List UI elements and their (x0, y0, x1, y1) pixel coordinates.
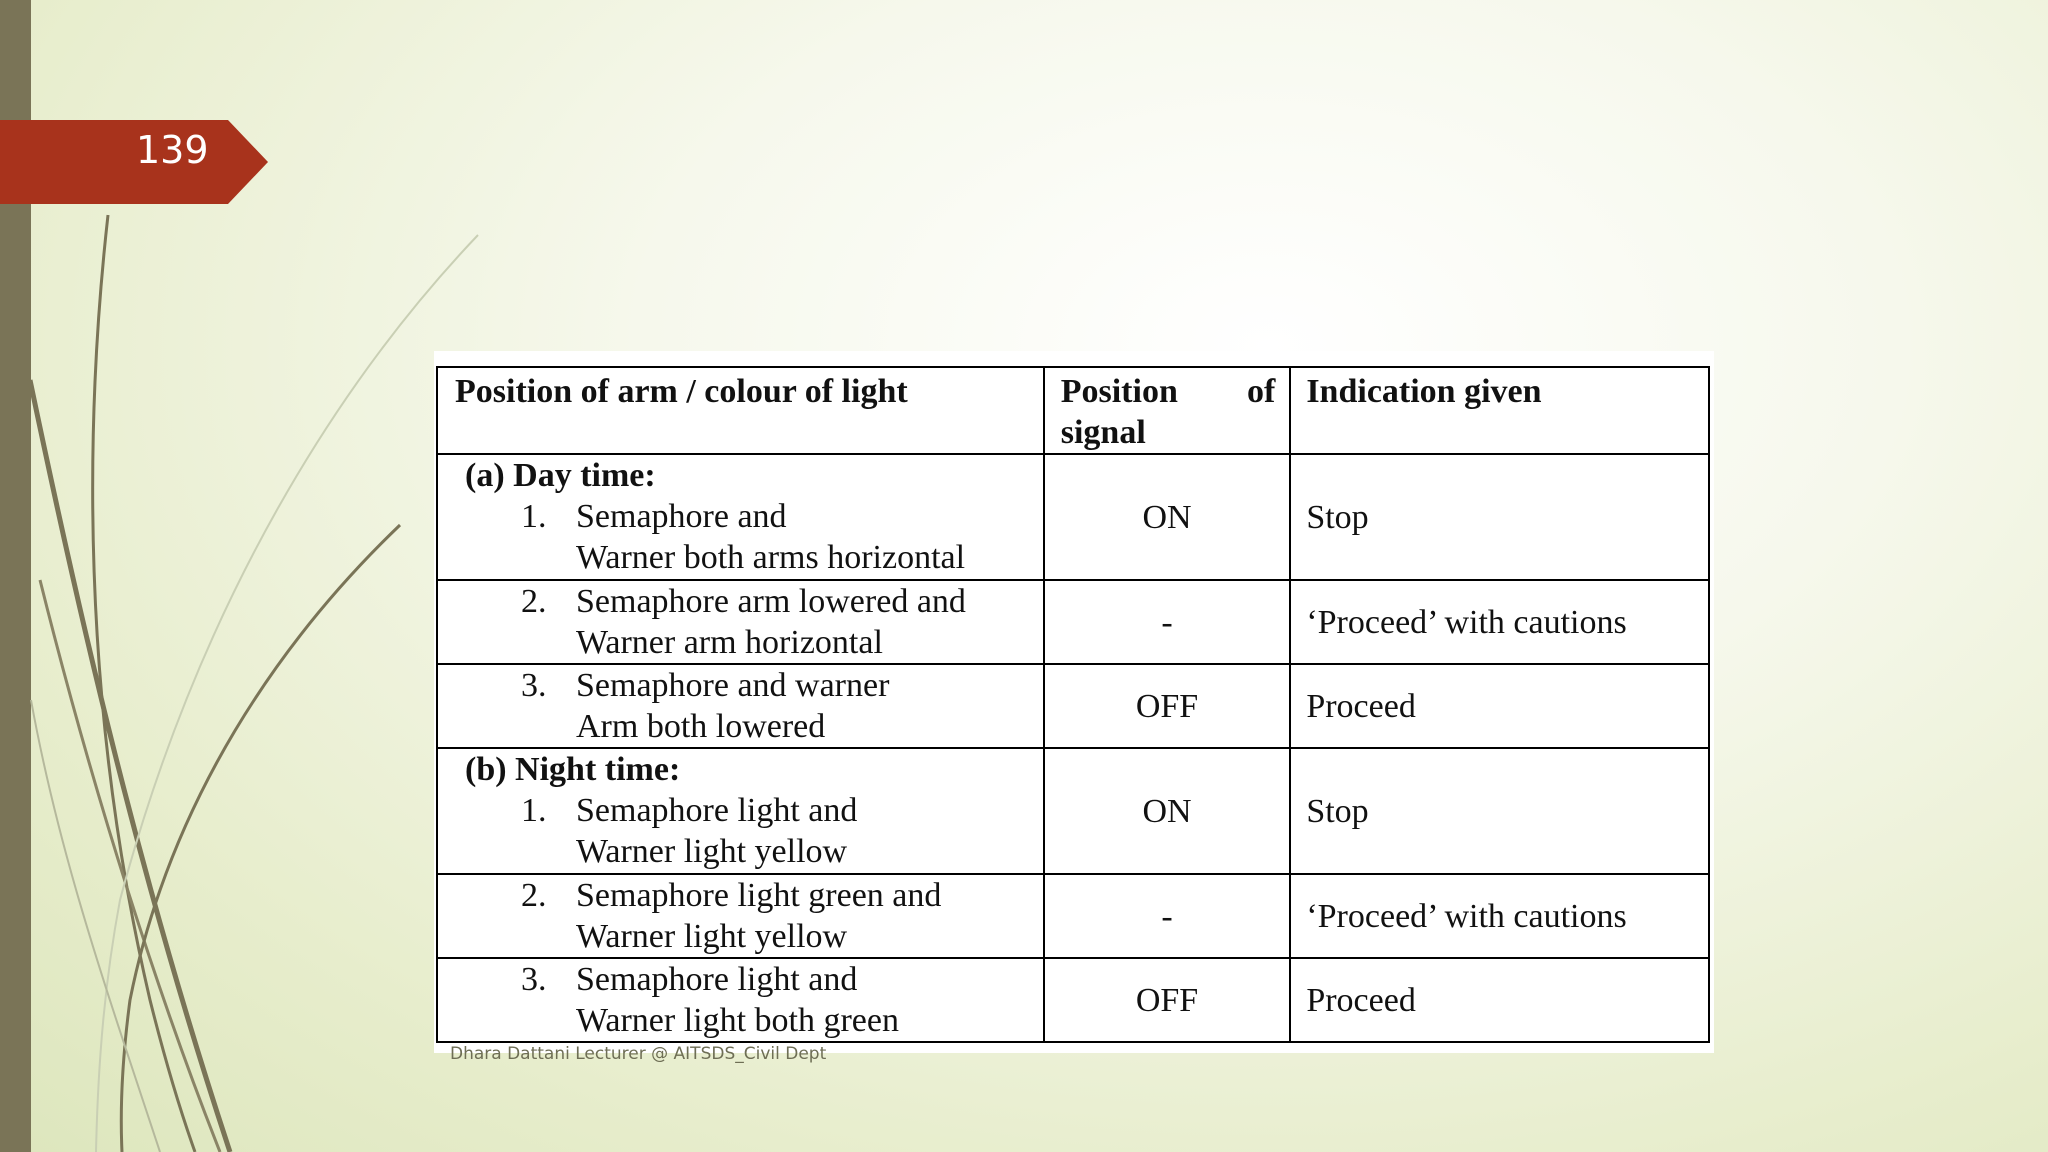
item-number: 3. (521, 667, 547, 704)
row-description (437, 580, 1044, 664)
indication: Proceed (1290, 958, 1709, 1042)
row-description (437, 874, 1044, 958)
item-line: Semaphore light and (576, 961, 858, 998)
section-label-day: (a) Day time: (465, 457, 656, 494)
item-line: Semaphore and warner (576, 667, 890, 704)
table-row (437, 664, 1709, 748)
table-header-row (437, 367, 1709, 454)
list-item (465, 581, 1043, 663)
signal-indication-table (436, 366, 1710, 1043)
list-item (465, 665, 1043, 747)
item-number: 2. (521, 877, 547, 914)
header-position-of-arm: Position of arm / colour of light (437, 367, 1044, 454)
item-number: 2. (521, 583, 547, 620)
table-row (437, 454, 1709, 580)
item-number: 3. (521, 961, 547, 998)
header-indication-given: Indication given (1290, 367, 1709, 454)
table-row (437, 874, 1709, 958)
signal-position: OFF (1044, 664, 1291, 748)
signal-position: ON (1044, 748, 1291, 874)
row-description (437, 454, 1044, 580)
item-line: Semaphore light green and (576, 877, 942, 914)
indication: ‘Proceed’ with cautions (1290, 874, 1709, 958)
item-line: Semaphore light and (576, 792, 858, 829)
footer-credit: Dhara Dattani Lecturer @ AITSDS_Civil Dept (450, 1044, 827, 1064)
page-number-flag (0, 120, 268, 204)
signal-position: ON (1044, 454, 1291, 580)
list-item (465, 959, 1043, 1041)
item-number: 1. (521, 792, 547, 829)
indication: ‘Proceed’ with cautions (1290, 580, 1709, 664)
list-item (465, 875, 1043, 957)
row-description (437, 748, 1044, 874)
header-position-of-signal: Position of signal (1044, 367, 1291, 454)
row-description (437, 958, 1044, 1042)
signal-position: - (1044, 580, 1291, 664)
section-label-night: (b) Night time: (465, 751, 681, 788)
list-item (465, 496, 1043, 578)
signal-position: OFF (1044, 958, 1291, 1042)
indication: Proceed (1290, 664, 1709, 748)
table-row (437, 748, 1709, 874)
signal-position: - (1044, 874, 1291, 958)
item-line: Warner light yellow (576, 833, 848, 870)
table-row (437, 958, 1709, 1042)
item-line: Warner light yellow (576, 918, 848, 955)
table-row (437, 580, 1709, 664)
indication: Stop (1290, 748, 1709, 874)
list-item (465, 790, 1043, 872)
row-description (437, 664, 1044, 748)
page-number: 139 (136, 128, 209, 172)
item-number: 1. (521, 498, 547, 535)
item-line: Warner arm horizontal (576, 624, 883, 661)
indication: Stop (1290, 454, 1709, 580)
item-line: Arm both lowered (576, 708, 826, 745)
item-line: Semaphore arm lowered and (576, 583, 966, 620)
item-line: Semaphore and (576, 498, 787, 535)
item-line: Warner both arms horizontal (576, 539, 966, 576)
signal-table-image (434, 351, 1714, 1053)
item-line: Warner light both green (576, 1002, 899, 1039)
